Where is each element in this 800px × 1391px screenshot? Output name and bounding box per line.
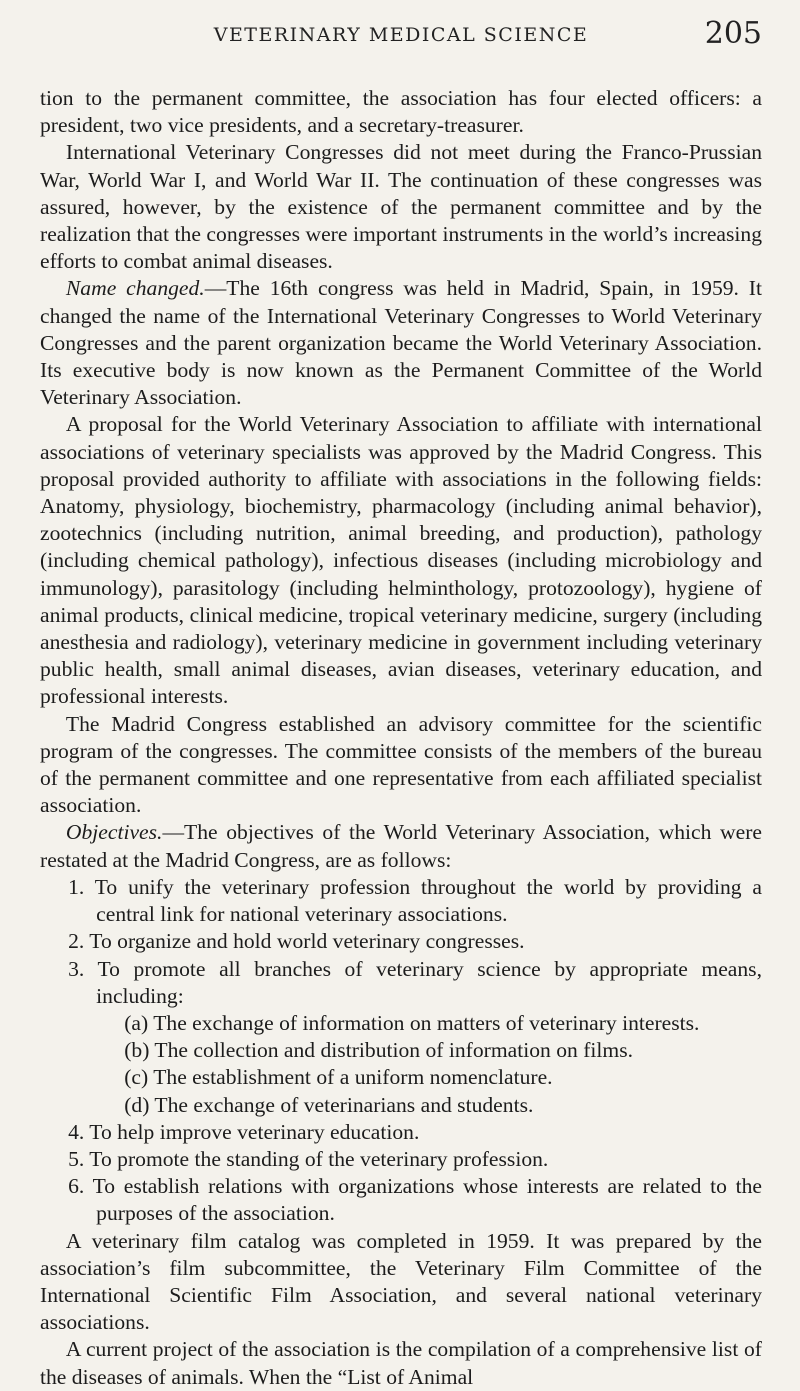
paragraph-current-project: A current project of the association is the compilation of a comprehensive list of the diseases of animals. When the “List of Animal (40, 1337, 762, 1389)
objective-subitem-d: (d) The exchange of veterinarians and students. (124, 1092, 534, 1117)
running-head: VETERINARY MEDICAL SCIENCE (213, 24, 589, 46)
objective-item-2: 2. To organize and hold world veterinary congresses. (68, 929, 525, 954)
objective-item-3: 3. To promote all branches of veterinary science by appropriate means, including: (68, 956, 762, 1008)
paragraph-name-changed (40, 275, 762, 411)
page-header (40, 0, 762, 56)
run-in-heading-objectives: Objectives. (65, 820, 163, 845)
objective-item-6: 6. To establish relations with organizations whose interests are related to the purposes of the association. (68, 1174, 762, 1226)
paragraph-advisory-committee: The Madrid Congress established an advisory committee for the scientific program of the congresses. The committee consists of the members of the bureau of the permanent committee and one representative from each affiliated specialist association. (40, 711, 762, 818)
objective-item-5: 5. To promote the standing of the veterinary profession. (68, 1146, 549, 1171)
paragraph-continuation: tion to the permanent committee, the association has four elected officers: a president, two vice presidents, and a secretary-treasurer. (40, 86, 762, 138)
run-in-heading-name-changed: Name changed. (65, 276, 205, 301)
objective-item-1: 1. To unify the veterinary profession throughout the world by providing a central link for national veterinary associations. (68, 874, 762, 927)
body-text (40, 85, 762, 1391)
objective-subitem-b: (b) The collection and distribution of information on films. (124, 1038, 633, 1063)
paragraph-name-changed-text: —The 16th congress was held in Madrid, Spain, in 1959. It changed the name of the International Veterinary Congresses to World Veterinary Congresses and the parent organization became the World Veterinary Association. Its executive body is now known as the Permanent Committee of the World Veterinary Association. (40, 276, 762, 410)
paragraph-congresses: International Veterinary Congresses did not meet during the Franco-Prussian War, World War I, and World War II. The continuation of these congresses was assured, however, by the existence of the permanent committee and by the realization that the congresses were important instruments in the world’s increasing efforts to combat animal diseases. (40, 140, 762, 274)
page-number: 205 (704, 16, 762, 51)
objective-subitem-c: (c) The establishment of a uniform nomenclature. (124, 1065, 553, 1090)
objective-subitem-a: (a) The exchange of information on matters of veterinary interests. (124, 1010, 700, 1035)
paragraph-affiliation-proposal: A proposal for the World Veterinary Association to affiliate with international associations of veterinary specialists was approved by the Madrid Congress. This proposal provided authority to affiliate with associations in the following fields: Anatomy, physiology, biochemistry, pharmacology (including animal behavior), zootechnics (including nutrition, animal breeding, and production), pathology (including chemical pathology), infectious diseases (including microbiology and immunology), parasitology (including helminthology, protozoology), hygiene of animal products, clinical medicine, tropical veterinary medicine, surgery (including anesthesia and radiology), veterinary medicine in government including veterinary public health, small animal diseases, avian diseases, veterinary education, and professional interests. (40, 412, 762, 709)
paragraph-objectives (40, 819, 762, 873)
objective-item-4: 4. To help improve veterinary education. (68, 1119, 420, 1144)
paragraph-objectives-text: —The objectives of the World Veterinary Association, which were restated at the Madrid Congress, are as follows: (40, 820, 762, 872)
paragraph-film-catalog: A veterinary film catalog was completed in 1959. It was prepared by the association’s film subcommittee, the Veterinary Film Committee of the International Scientific Film Association, and several national veterinary associations. (40, 1228, 762, 1335)
